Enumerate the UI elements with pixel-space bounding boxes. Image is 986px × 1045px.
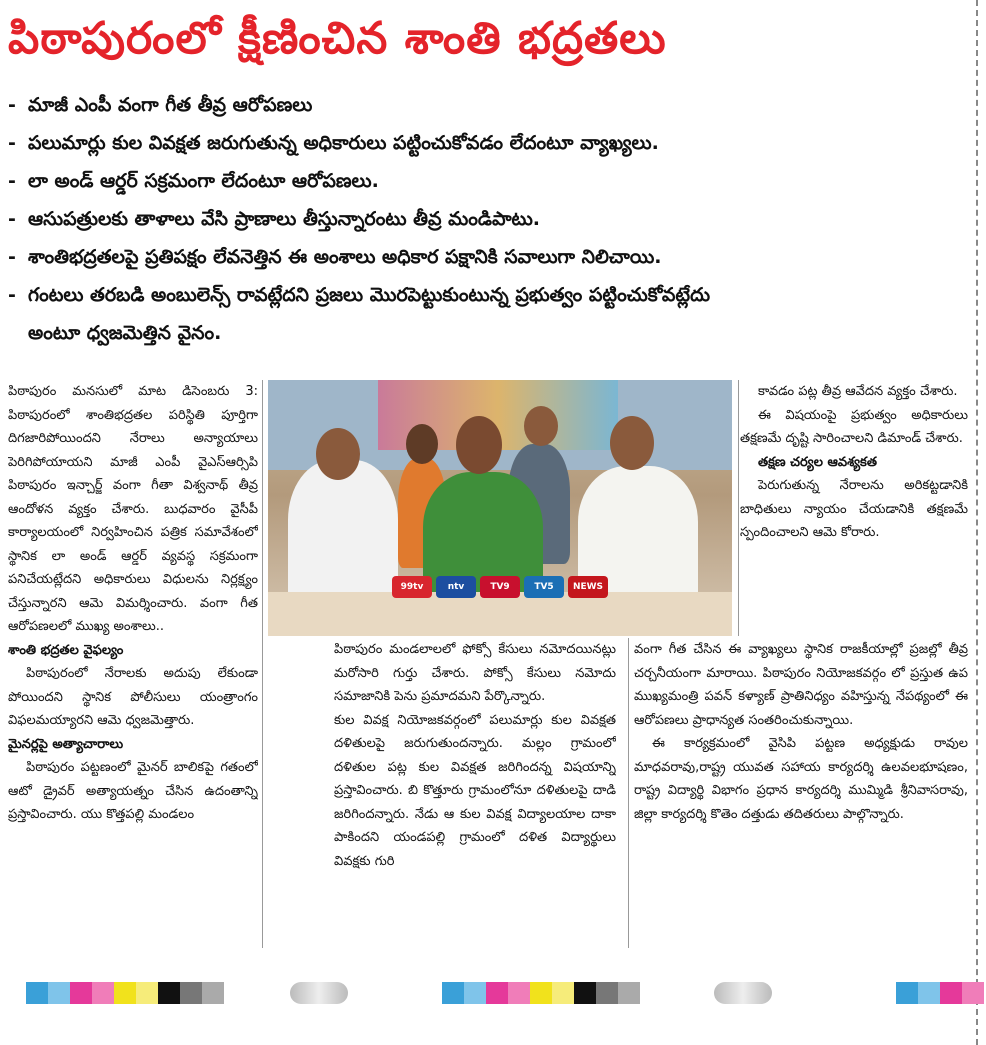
article-paragraph: కావడం పట్ల తీవ్ర ఆవేదన వ్యక్తం చేశారు. [758,384,958,399]
column-divider [628,638,629,948]
headline: పిఠాపురంలో క్షీణించిన శాంతి భద్రతలు [8,13,667,64]
color-swatch [70,982,92,1004]
highlight-text: మాజీ ఎంపీ వంగా గీత తీవ్ర ఆరోపణలు [28,94,313,116]
color-swatch [940,982,962,1004]
article-paragraph: వంగా గీత చేసిన ఈ వ్యాఖ్యలు స్థానిక రాజకీయాల్లో ప్రజల్లో తీవ్ర చర్చనీయంగా మారాయి. పిఠాపురం నియోజకవర్గం లో ప్రస్తుత ఉప ముఖ్యమంత్రి పవన్ కళ్యాణ్ ప్రాతినిధ్యం వహిస్తున్న నేపథ్యంలో ఈ ఆరోపణలు ప్రాధాన్యత సంతరించుకున్నాయి. [634,642,968,728]
mic-ntv: ntv [436,576,476,598]
press-meet-photo [268,380,732,636]
highlight-continuation: అంటూ ధ్వజమెత్తిన వైనం. [28,322,222,344]
registration-strip [896,982,984,1004]
press-table [268,592,732,636]
color-swatch [596,982,618,1004]
highlight-text: ఆసుపత్రులకు తాళాలు వేసి ప్రాణాలు తీస్తున్నారంటు తీవ్ర మండిపాటు. [28,208,541,230]
article-paragraph: పిఠాపురం పట్టణంలో మైనర్ బాలికపై గతంలో ఆటో డ్రైవర్ అత్యాయత్నం చేసిన ఉదంతాన్ని ప్రస్తావించారు. యు కొత్తపల్లి మండలం [8,760,258,822]
dash-icon: - [8,94,16,116]
article-paragraph: కుల వివక్ష నియోజకవర్గంలో పలుమార్లు కుల వివక్షత దళితులపై జరుగుతుందన్నారు. మల్లం గ్రామంలో దళితుల పట్ల కుల వివక్షత జరిగిందన్న విషయాన్ని ప్రస్తావించారు. బి కొత్తూరు గ్రామంలోనూ దళితులపై దాడి జరిగిందన్నారు. నేడు ఆ కుల వివక్ష విద్యాలయాల దాకా పాకిందని యండపల్లి గ్రామంలో దళిత విద్యార్థులు వివక్షకు గురి [334,712,616,869]
registration-strip [442,982,640,1004]
person-saffron-head [406,424,438,464]
color-swatch [464,982,486,1004]
color-swatch [618,982,640,1004]
column-divider [262,380,263,948]
column-divider [738,380,739,636]
article-paragraph: ఈ కార్యక్రమంలో వైసిపి పట్టణ అధ్యక్షుడు రావుల మాధవరావు,రాష్ట్ర యువత సహాయ కార్యదర్శి ఉలవలభూషణం, రాష్ట్ర విద్యార్థి విభాగం ప్రధాన కార్యదర్శి ముమ్మిడి శ్రీనివాసరావు, జిల్లా కార్యదర్శి కొతెం దత్తుడు తదితరులు పాల్గొన్నారు. [634,736,968,822]
article-paragraph: ఈ విషయంపై ప్రభుత్వం అధికారులు తక్షణమే దృష్టి సారించాలని డిమాండ్ చేశారు. [740,407,968,446]
color-swatch [962,982,984,1004]
person-back-head [524,406,558,446]
color-swatch [26,982,48,1004]
mic-news: NEWS [568,576,608,598]
color-swatch [486,982,508,1004]
highlight-item [8,238,958,276]
page-edge-dashed-line [976,0,978,1045]
color-swatch [552,982,574,1004]
color-swatch [92,982,114,1004]
color-swatch [508,982,530,1004]
color-swatch [136,982,158,1004]
color-swatch [202,982,224,1004]
highlight-item [8,86,958,124]
person-right-head [610,416,654,470]
mic-tv9: TV9 [480,576,520,598]
mic-tv5: TV5 [524,576,564,598]
color-swatch [180,982,202,1004]
article-paragraph: పెరుగుతున్న నేరాలను అరికట్టడానికి బాధితులు న్యాయం చేయడానికి తక్షణమే స్పందించాలని ఆమె కోరారు. [740,478,968,540]
highlight-item [8,162,958,200]
dash-icon: - [8,208,16,230]
speaker-woman-head [456,416,502,474]
highlight-item [8,276,958,314]
article-subheading: తక్షణ చర్యల ఆవశ్యకత [758,454,877,470]
color-swatch [574,982,596,1004]
article-column-3-bottom [634,638,968,948]
color-swatch [530,982,552,1004]
registration-strip [26,982,224,1004]
article-paragraph: పిఠాపురం మనసులో మాట డిసెంబరు 3: పిఠాపురంలో శాంతిభద్రతల పరిస్థితి పూర్తిగా దిగజారిపోయిందని నేరాలు అన్యాయాలు పెరిగిపోయాయని మాజీ ఎంపీ వైఎస్ఆర్సిపి పిఠాపురం ఇన్చార్జ్ వంగా గీతా విశ్వనాథ్ తీవ్ర ఆందోళన వ్యక్తం చేశారు. బుధవారం వైసీపీ కార్యాలయంలో నిర్వహించిన పత్రిక సమావేశంలో స్థానిక లా అండ్ ఆర్డర్ వ్యవస్థ సక్రమంగా పనిచేయట్లేదని అధికారులు విధులను నిర్లక్ష్యం చేస్తున్నారని ఆమె విమర్శించారు. వంగా గీత ఆరోపణలలో ముఖ్య అంశాలు.. [8,384,258,634]
highlight-item [8,200,958,238]
color-swatch [442,982,464,1004]
article-subheading: శాంతి భద్రతల వైఫల్యం [8,642,124,658]
highlights-list [8,86,958,352]
article-column-3-top [740,380,968,636]
dash-icon: - [8,246,16,268]
article-column-1 [8,380,258,946]
person-left-head [316,428,360,480]
color-swatch [918,982,940,1004]
highlight-text: గంటలు తరబడి అంబులెన్స్ రావట్లేదని ప్రజలు మొరపెట్టుకుంటున్న ప్రభుత్వం పట్టించుకోవట్లేదు [28,284,711,306]
article-subheading: మైనర్లపై అత్యాచారాలు [8,736,124,752]
article-column-2 [334,638,616,948]
article-paragraph: పిఠాపురంలో నేరాలకు అదుపు లేకుండా పోయిందని స్థానిక పోలీసులు యంత్రాంగం విఫలమయ్యారని ఆమె ధ్వజమెత్తారు. [8,666,258,728]
person-left [288,460,398,610]
highlight-item [8,124,958,162]
dash-icon: - [8,284,16,306]
color-swatch [48,982,70,1004]
registration-mark [290,982,348,1004]
color-swatch [158,982,180,1004]
dash-icon: - [8,132,16,154]
highlight-text: శాంతిభద్రతలపై ప్రతిపక్షం లేవనెత్తిన ఈ అంశాలు అధికార పక్షానికి సవాలుగా నిలిచాయి. [28,246,662,268]
dash-icon: - [8,170,16,192]
highlight-text: లా అండ్ ఆర్డర్ సక్రమంగా లేదంటూ ఆరోపణలు. [28,170,379,192]
registration-mark [714,982,772,1004]
article-paragraph: పిఠాపురం మండలాలలో ఫోక్సో కేసులు నమోదయినట్లు మరోసారి గుర్తు చేశారు. పోక్సో కేసులు నమోదు సమాజానికి పెను ప్రమాదమని పేర్కొన్నారు. [334,642,616,704]
color-swatch [896,982,918,1004]
color-swatch [114,982,136,1004]
mic-99tv: 99tv [392,576,432,598]
highlight-text: పలుమార్లు కుల వివక్షత జరుగుతున్న అధికారులు పట్టించుకోవడం లేదంటూ వ్యాఖ్యలు. [28,132,659,154]
